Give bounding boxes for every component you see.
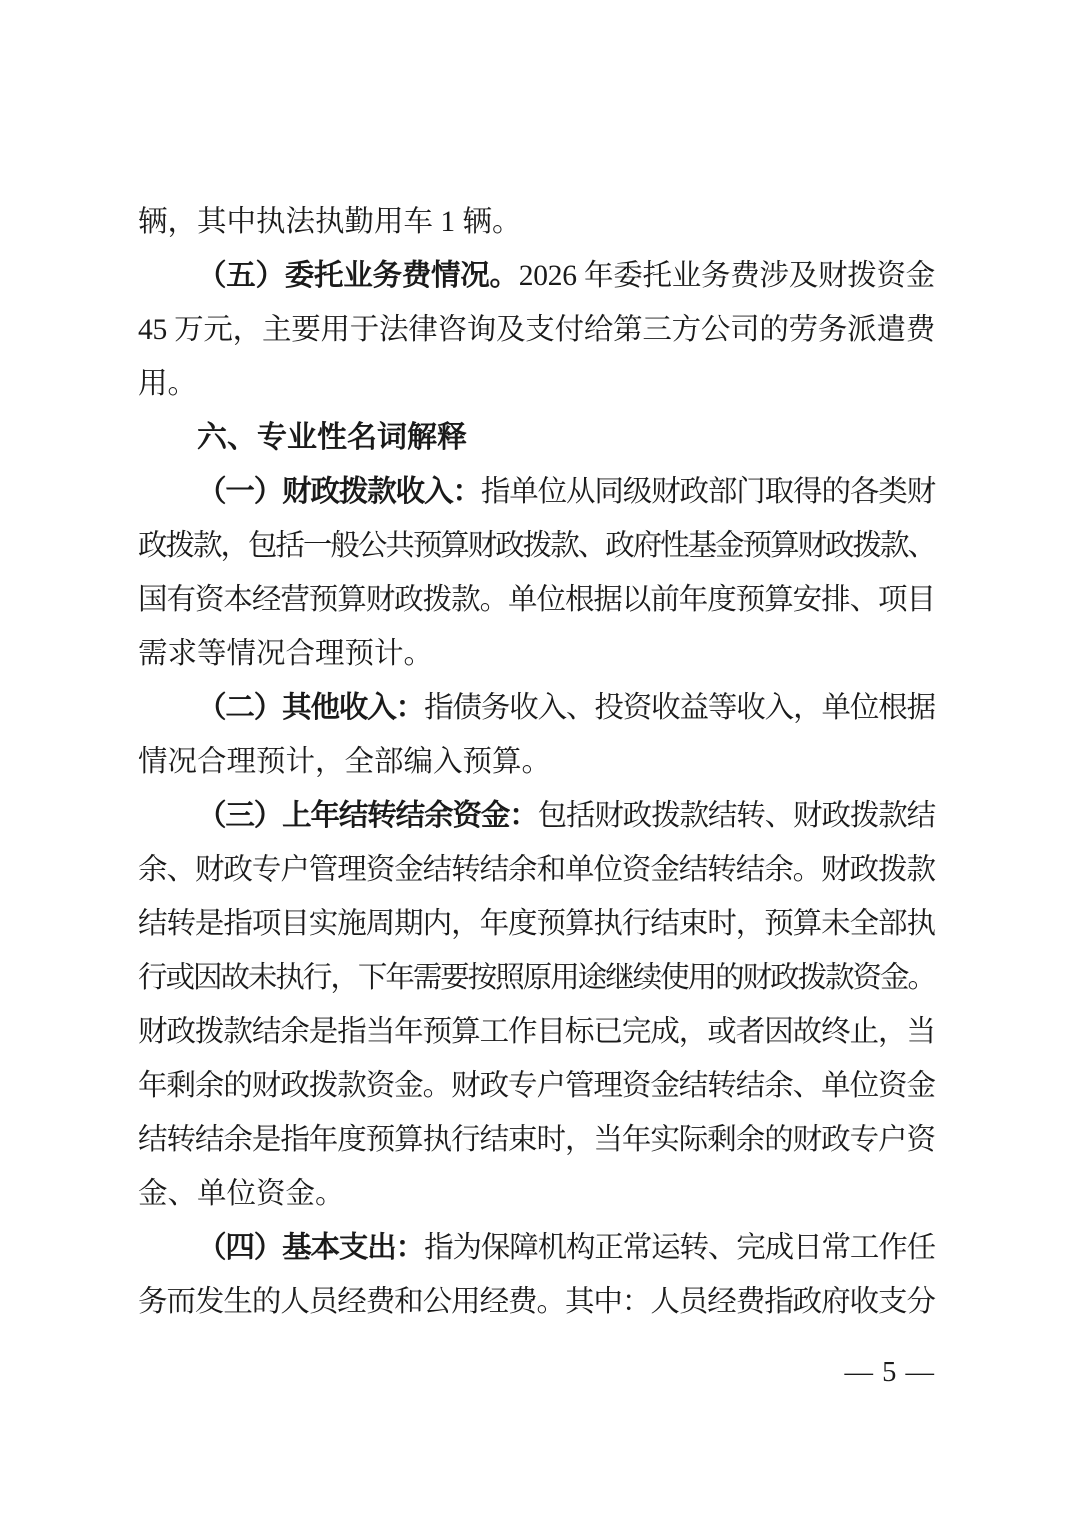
- line-text: 指为保障机构正常运转、完成日常工作任: [424, 1232, 935, 1264]
- line-text: 45 万元，主要用于法律咨询及支付给第三方公司的劳务派遣费: [138, 314, 935, 346]
- text-line: [138, 1005, 935, 1059]
- text-line: [138, 627, 935, 681]
- text-line: [138, 1113, 935, 1167]
- line-text: 结转是指项目实施周期内，年度预算执行结束时，预算未全部执: [138, 908, 935, 940]
- term-label: （四）基本支出：: [197, 1232, 425, 1264]
- text-line: [138, 1221, 935, 1275]
- text-line: [138, 1167, 935, 1221]
- text-line: [138, 357, 935, 411]
- text-line: [138, 573, 935, 627]
- text-line: [138, 1059, 935, 1113]
- text-line: [138, 465, 935, 519]
- text-line: [138, 1275, 935, 1329]
- document-body: [138, 195, 935, 1329]
- line-text: 用。: [138, 368, 198, 400]
- line-text: 辆，其中执法执勤用车 1 辆。: [138, 206, 522, 238]
- text-line: [138, 843, 935, 897]
- text-line: [138, 951, 935, 1005]
- text-line: [138, 789, 935, 843]
- term-label: （二）其他收入：: [197, 692, 425, 724]
- line-text: 包括财政拨款结转、财政拨款结: [537, 800, 935, 832]
- line-text: 务而发生的人员经费和公用经费。其中：人员经费指政府收支分: [138, 1286, 935, 1318]
- line-text: 年剩余的财政拨款资金。财政专户管理资金结转结余、单位资金: [138, 1070, 935, 1102]
- text-line: [138, 897, 935, 951]
- line-text: 国有资本经营预算财政拨款。单位根据以前年度预算安排、项目: [138, 584, 935, 616]
- section-heading: [138, 411, 935, 465]
- line-text: 指单位从同级财政部门取得的各类财: [480, 476, 935, 508]
- line-text: 政拨款，包括一般公共预算财政拨款、政府性基金预算财政拨款、: [138, 530, 935, 562]
- line-text: 金、单位资金。: [138, 1178, 345, 1210]
- text-line: [138, 681, 935, 735]
- line-text: 余、财政专户管理资金结转结余和单位资金结转结余。财政拨款: [138, 854, 935, 886]
- text-line: [138, 303, 935, 357]
- line-text: 财政拨款结余是指当年预算工作目标已完成，或者因故终止，当: [138, 1016, 935, 1048]
- line-text: 需求等情况合理预计。: [138, 638, 434, 670]
- term-label: （五）委托业务费情况。: [197, 260, 519, 292]
- term-label: （三）上年结转结余资金：: [197, 800, 538, 832]
- line-text: 行或因故未执行，下年需要按照原用途继续使用的财政拨款资金。: [138, 962, 935, 994]
- text-line: [138, 519, 935, 573]
- line-text: 结转结余是指年度预算执行结束时，当年实际剩余的财政专户资: [138, 1124, 935, 1156]
- line-text: 2026 年委托业务费涉及财拨资金: [518, 260, 935, 292]
- line-text: 指债务收入、投资收益等收入，单位根据: [424, 692, 935, 724]
- text-line: [138, 735, 935, 789]
- line-text: 六、专业性名词解释: [197, 421, 467, 454]
- line-text: 情况合理预计，全部编入预算。: [138, 746, 552, 778]
- text-line: [138, 249, 935, 303]
- term-label: （一）财政拨款收入：: [197, 476, 481, 508]
- text-line: [138, 195, 935, 249]
- page-number: — 5 —: [844, 1357, 935, 1388]
